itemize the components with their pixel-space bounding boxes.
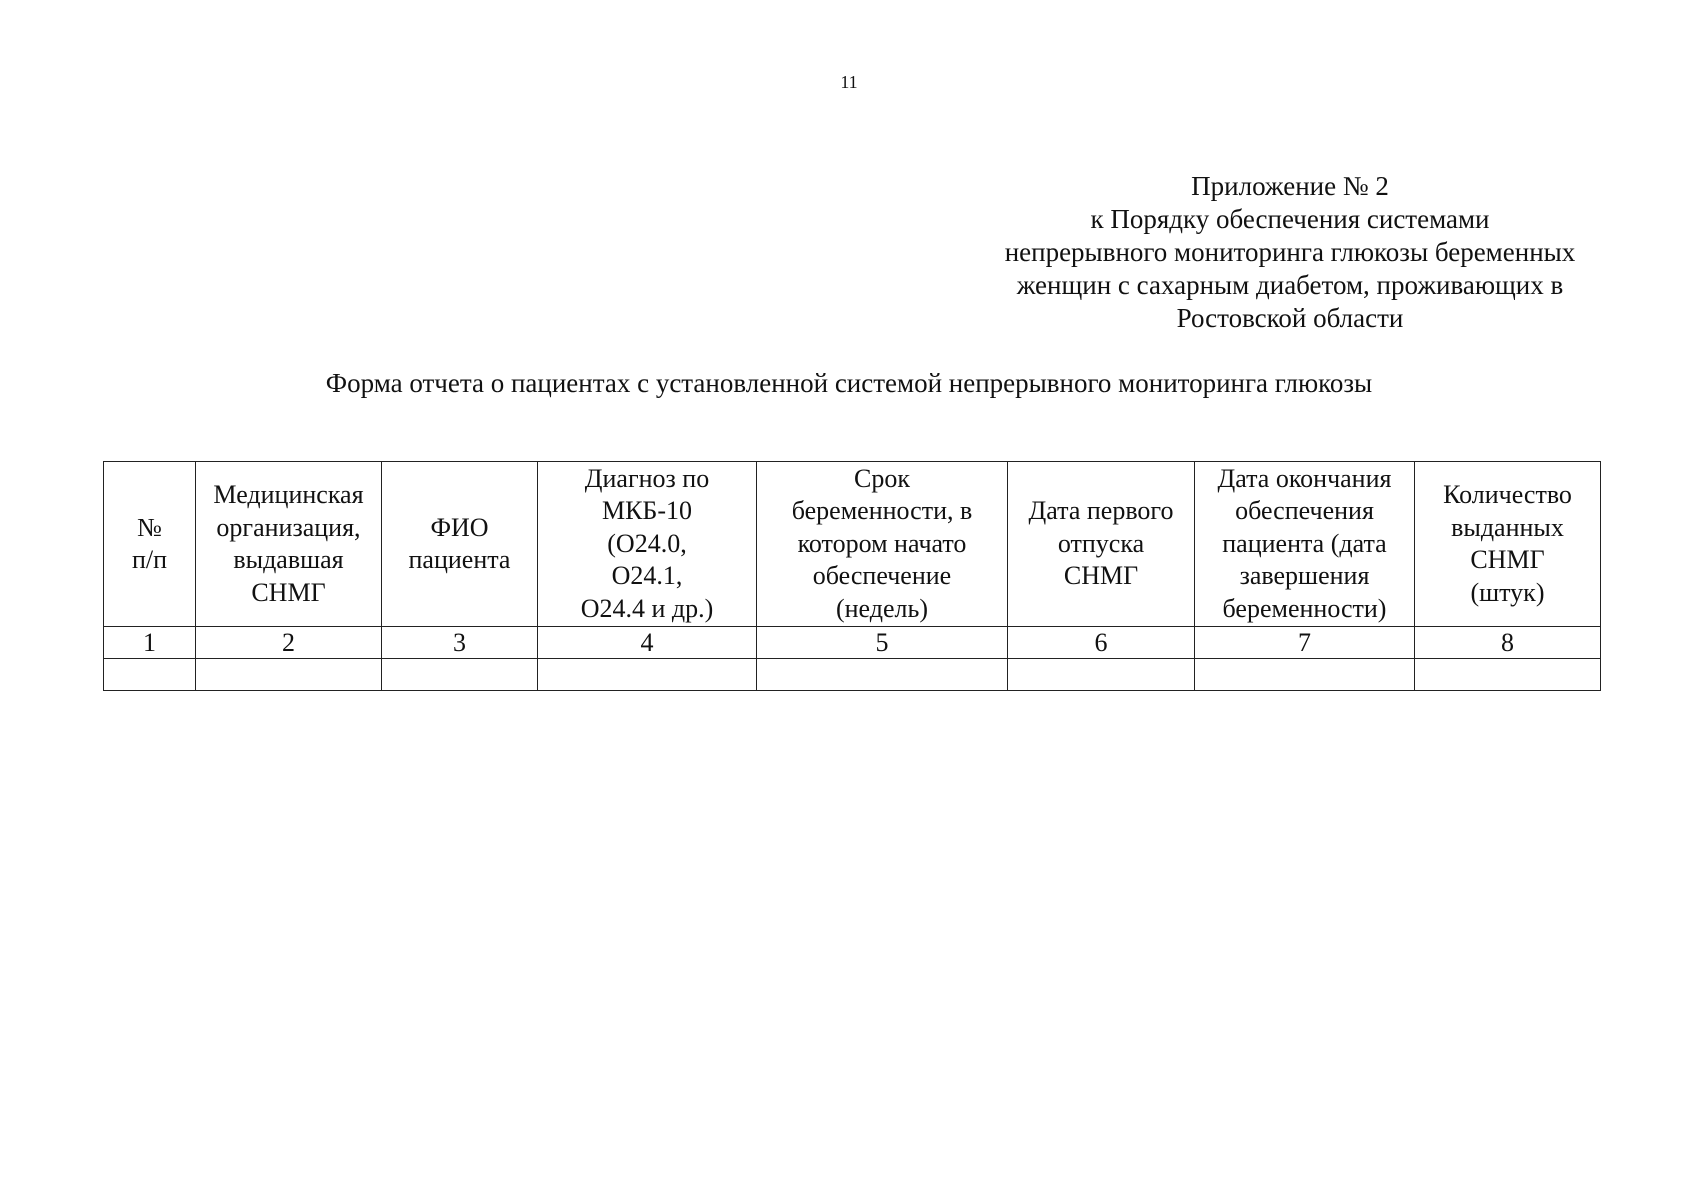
column-header-first-issue-date: [1008, 462, 1195, 627]
table-row: [104, 659, 1601, 691]
column-number: 6: [1008, 627, 1195, 659]
column-header-label: Дата окончания обеспечения пациента (дата завершения беременности): [1217, 463, 1392, 623]
column-header-end-date: [1195, 462, 1415, 627]
column-header-label: № п/п: [131, 512, 168, 574]
table-cell: [1008, 659, 1195, 691]
column-number: 8: [1415, 627, 1601, 659]
table-cell: [1195, 659, 1415, 691]
appendix-line: Приложение № 2: [1191, 171, 1389, 201]
column-header-label: Срок беременности, в котором начато обеспечение (недель): [791, 463, 973, 623]
form-title: Форма отчета о пациентах с установленной системой непрерывного мониторинга глюкозы: [325, 368, 1373, 398]
appendix-line: непрерывного мониторинга глюкозы беременных: [1004, 237, 1576, 267]
column-header-pregnancy-term: [757, 462, 1008, 627]
column-header-label: Медицинская организация, выдавшая СНМГ: [213, 480, 364, 607]
column-header-diagnosis: [538, 462, 757, 627]
column-header-patient-name: [382, 462, 538, 627]
table-cell: [382, 659, 538, 691]
page-number: 11: [840, 72, 858, 92]
column-number: 3: [382, 627, 538, 659]
column-header-label: ФИО пациента: [408, 512, 511, 574]
column-header-label: Диагноз по МКБ-10 (О24.0, О24.1, О24.4 и др.): [580, 463, 714, 623]
appendix-line: женщин с сахарным диабетом, проживающих в: [1016, 270, 1564, 300]
table-cell: [1415, 659, 1601, 691]
column-header-label: Количество выданных СНМГ (штук): [1443, 480, 1572, 607]
column-number: 5: [757, 627, 1008, 659]
table-cell: [757, 659, 1008, 691]
appendix-line: Ростовской области: [1176, 303, 1404, 333]
column-header-number: [104, 462, 196, 627]
table-cell: [196, 659, 382, 691]
report-table: [103, 461, 1601, 691]
table-cell: [538, 659, 757, 691]
table-header-row: [104, 462, 1601, 627]
appendix-caption: [960, 170, 1620, 335]
column-number: 2: [196, 627, 382, 659]
table-cell: [104, 659, 196, 691]
column-number-row: [104, 627, 1601, 659]
appendix-line: к Порядку обеспечения системами: [1090, 204, 1490, 234]
column-number: 1: [104, 627, 196, 659]
column-number: 7: [1195, 627, 1415, 659]
column-number: 4: [538, 627, 757, 659]
column-header-quantity: [1415, 462, 1601, 627]
column-header-label: Дата первого отпуска СНМГ: [1028, 496, 1174, 591]
column-header-organization: [196, 462, 382, 627]
